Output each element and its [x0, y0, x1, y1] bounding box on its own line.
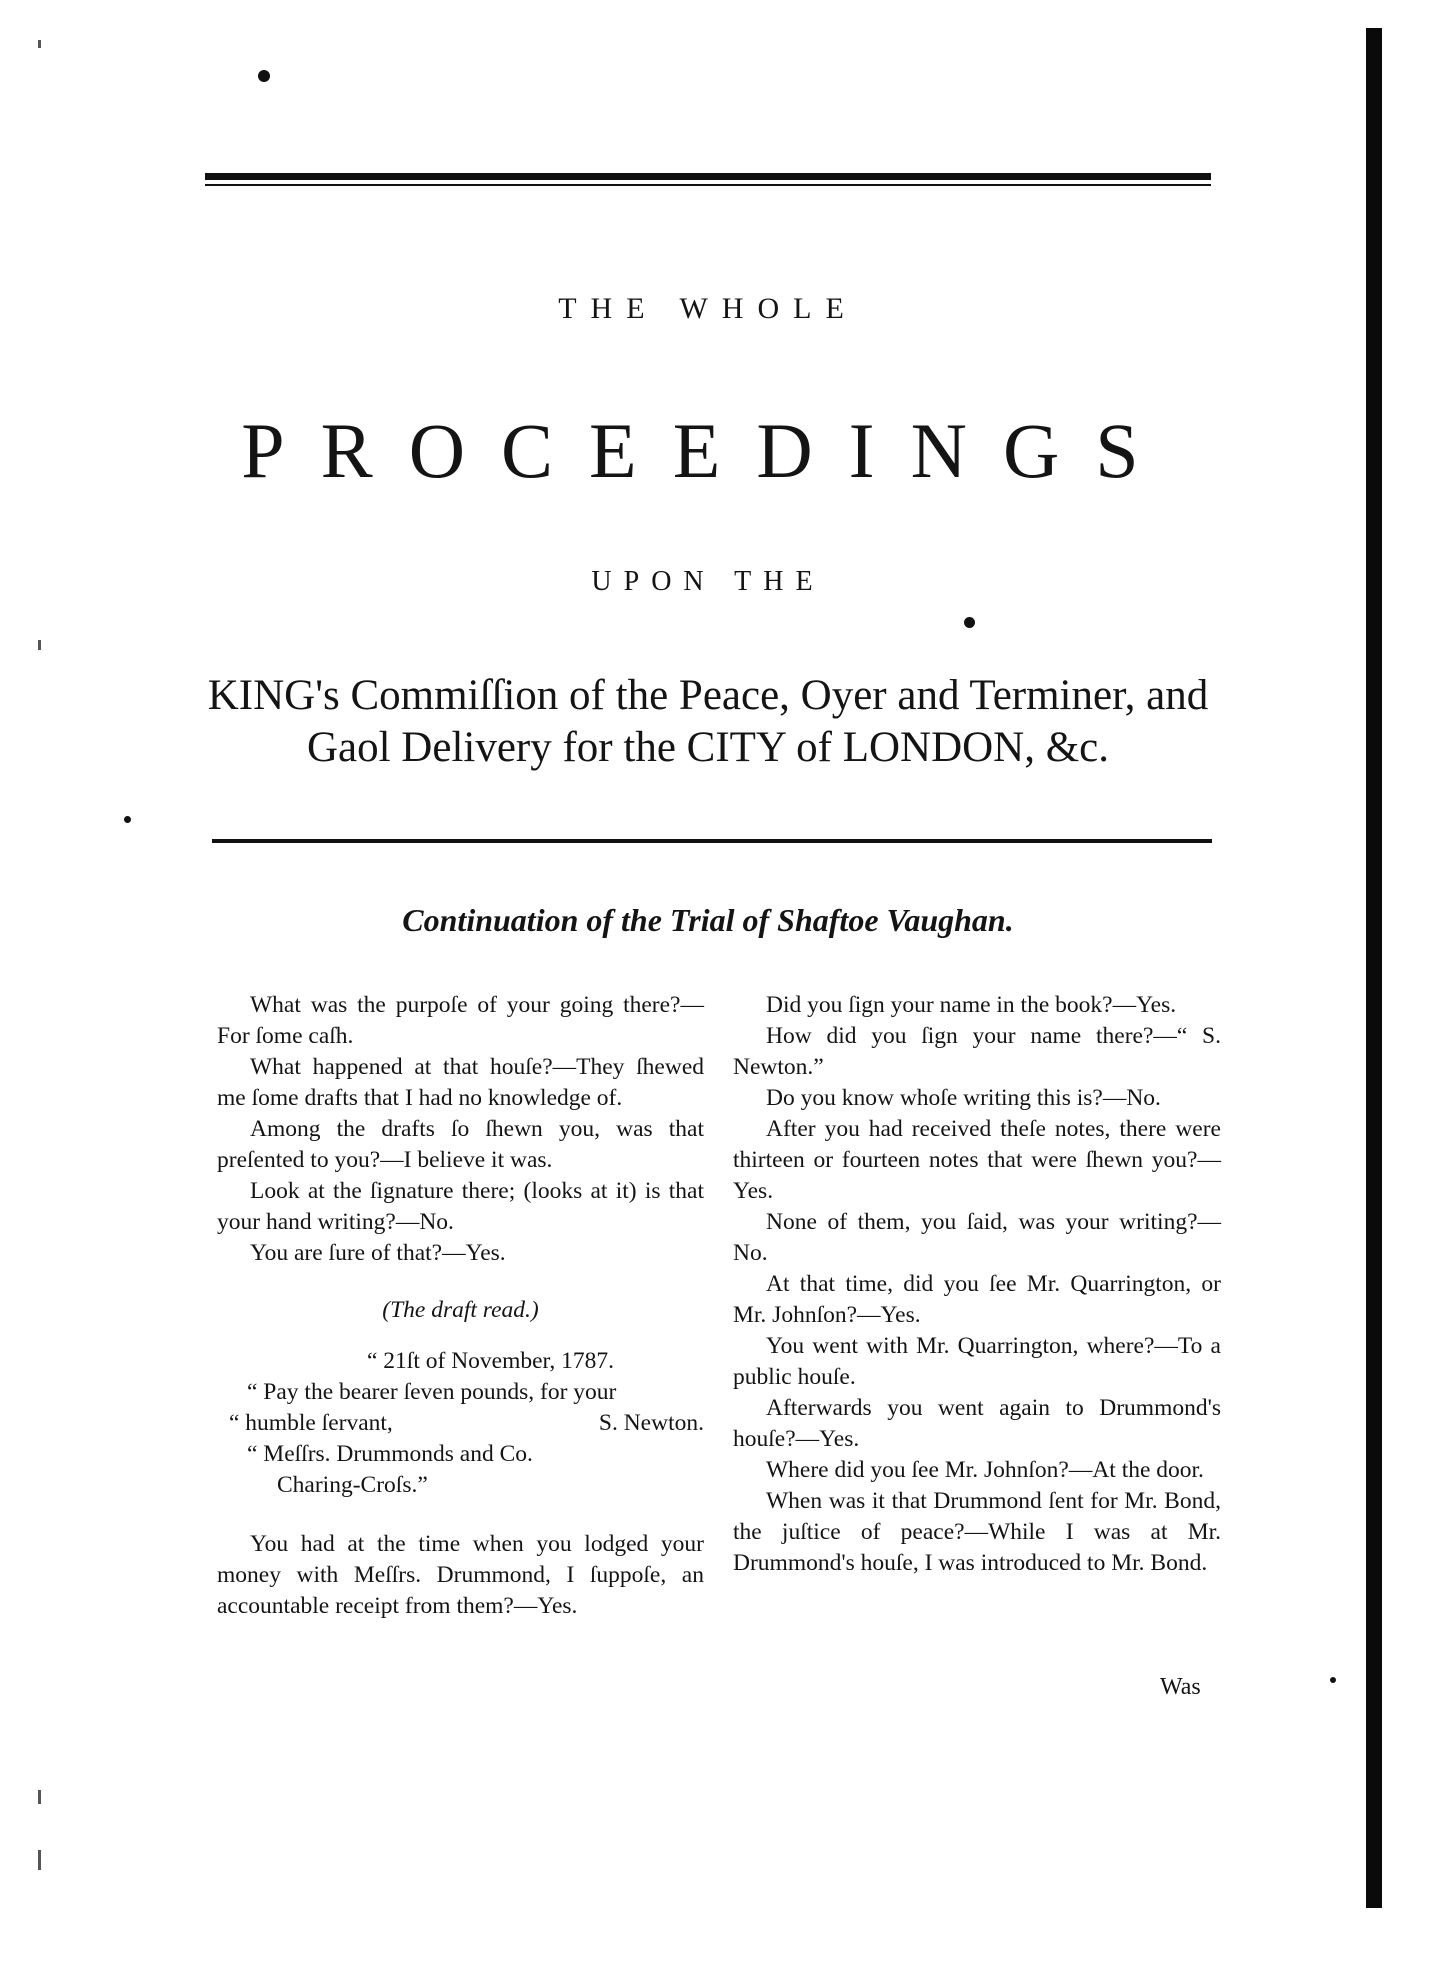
title-proceedings: PROCEEDINGS — [241, 407, 1175, 494]
draft-date: “ 21ſt of November, 1787. — [367, 1348, 615, 1374]
catchword: Was — [1160, 1674, 1201, 1700]
ink-spot — [258, 70, 270, 82]
paragraph: At that time, did you ſee Mr. Quarrington, or Mr. Johnſon?—Yes. — [733, 1271, 1221, 1328]
paragraph: When was it that Drummond ſent for Mr. Bond, the juſtice of peace?—While I was at Mr. Drummond's houſe, I was introduced to Mr. Bond. — [733, 1488, 1221, 1576]
paragraph: Look at the ſignature there; (looks at it) is that your hand writing?—No. — [217, 1178, 704, 1235]
paragraph: Afterwards you went again to Drummond's houſe?—Yes. — [733, 1395, 1221, 1452]
continuation-heading: Continuation of the Trial of Shaftoe Vaughan. — [402, 902, 1014, 938]
commission-line-1: KING's Commiſſion of the Peace, Oyer and Terminer, and — [207, 672, 1209, 719]
left-column — [217, 990, 704, 1622]
scan-speck — [38, 40, 41, 48]
paragraph: Do you know whoſe writing this is?—No. — [766, 1085, 1161, 1111]
paragraph: You are ſure of that?—Yes. — [250, 1240, 506, 1266]
paragraph: What happened at that houſe?—They ſhewed me ſome drafts that I had no knowledge of. — [217, 1054, 704, 1111]
commission-line-2: Gaol Delivery for the CITY of LONDON, &c. — [306, 724, 1110, 771]
title-commission — [205, 670, 1211, 774]
title-the-whole: THE WHOLE — [558, 292, 858, 325]
top-rule — [205, 173, 1211, 180]
draft-closing: “ humble ſervant, — [229, 1410, 393, 1436]
draft-signature-line — [217, 1408, 704, 1439]
scan-speck — [38, 640, 41, 650]
right-column — [733, 990, 1221, 1579]
paragraph: You went with Mr. Quarrington, where?—To a public houſe. — [733, 1333, 1221, 1390]
paragraph: After you had received theſe notes, there were thirteen or fourteen notes that were ſhewn you?—Yes. — [733, 1116, 1221, 1204]
draft-heading: (The draft read.) — [382, 1297, 539, 1323]
paragraph: You had at the time when you lodged your money with Meſſrs. Drummond, I ſuppoſe, an accountable receipt from them?—Yes. — [217, 1531, 704, 1619]
paragraph: What was the purpoſe of your going there?—For ſome caſh. — [217, 992, 704, 1049]
paragraph: Among the drafts ſo ſhewn you, was that preſented to you?—I believe it was. — [217, 1116, 704, 1173]
draft-text — [217, 1346, 704, 1501]
paragraph: Did you ſign your name in the book?—Yes. — [766, 992, 1177, 1018]
paragraph: How did you ſign your name there?—“ S. Newton.” — [733, 1023, 1221, 1080]
scan-edge-bar — [1366, 28, 1382, 1908]
section-rule — [212, 839, 1212, 843]
draft-line: “ Meſſrs. Drummonds and Co. — [247, 1441, 533, 1467]
scan-speck — [38, 1790, 41, 1804]
ink-spot — [124, 816, 131, 823]
paragraph: None of them, you ſaid, was your writing?—No. — [733, 1209, 1221, 1266]
ink-spot — [1330, 1677, 1336, 1683]
scan-speck — [38, 1850, 41, 1870]
draft-place: Charing-Croſs.” — [277, 1472, 428, 1498]
draft-signature: S. Newton. — [598, 1410, 704, 1436]
title-upon-the: UPON THE — [591, 566, 825, 597]
ink-spot — [964, 617, 975, 628]
draft-line: “ Pay the bearer ſeven pounds, for your — [247, 1379, 617, 1405]
top-rule-thin — [205, 184, 1211, 186]
paragraph: Where did you ſee Mr. Johnſon?—At the door. — [766, 1457, 1204, 1483]
